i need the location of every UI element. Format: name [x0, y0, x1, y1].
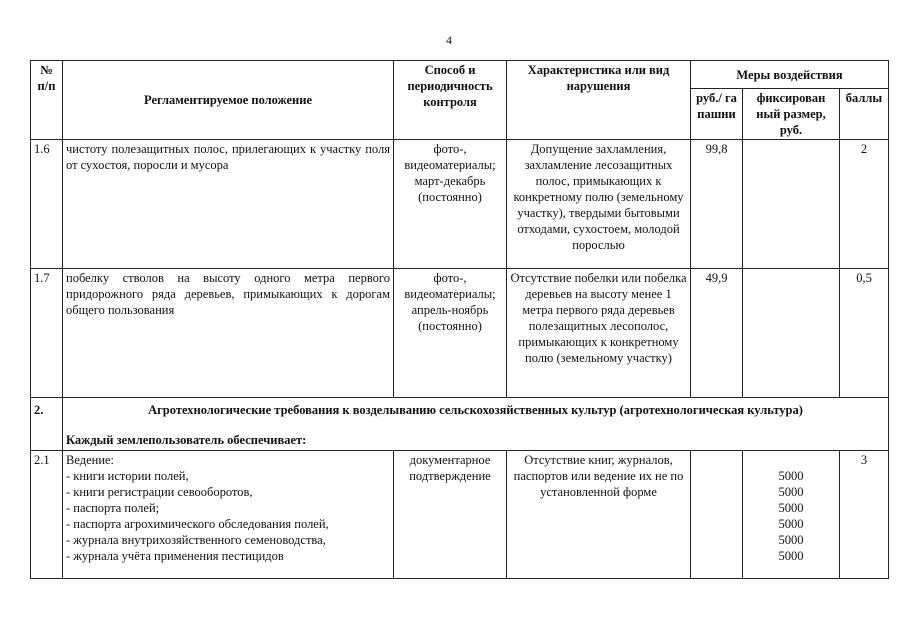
header-provision: Регламентируемое положение — [63, 61, 394, 140]
header-violation: Характеристика или вид нарушения — [507, 61, 691, 140]
row-number: 1.6 — [31, 140, 63, 269]
section-number: 2. — [31, 398, 63, 451]
row-points: 2 — [840, 140, 889, 269]
list-item: - журнала учёта применения пестицидов — [66, 549, 284, 563]
row-provision: чистоту полезащитных полос, прилегающих к участку поля от сухостоя, поросли и мусора — [63, 140, 394, 269]
row-method: фото-, видеоматериалы; март-декабрь (постоянно) — [394, 140, 507, 269]
row-provision: побелку стволов на высоту одного метра первого придорожного ряда деревьев, примыкающих к дорогам общего пользования — [63, 269, 394, 398]
list-item: Ведение: — [66, 453, 115, 467]
row-provision-list — [63, 451, 394, 579]
list-item: - журнала внутрихозяйственного семеноводства, — [66, 533, 326, 547]
section-subtitle: Каждый землепользователь обеспечивает: — [66, 433, 307, 447]
row-points: 0,5 — [840, 269, 889, 398]
section-title: Агротехнологические требования к возделыванию сельскохозяйственных культур (агротехнологическая культура) — [148, 403, 803, 417]
section-cell — [63, 398, 889, 451]
header-measures: Меры воздействия — [691, 61, 889, 89]
row-fixed — [743, 269, 840, 398]
row-number: 2.1 — [31, 451, 63, 579]
row-violation: Отсутствие книг, журналов, паспортов или ведение их не по установленной форме — [507, 451, 691, 579]
fixed-amount: 5000 — [778, 501, 804, 515]
row-violation: Отсутствие побелки или побелка деревьев на высоту менее 1 метра первого ряда деревьев полезащитных лесополос, примыкающих к конкретному полю (земельному участку) — [507, 269, 691, 398]
header-method: Способ и периодичность контроля — [394, 61, 507, 140]
list-item: - книги истории полей, — [66, 469, 189, 483]
row-rub-ha — [691, 451, 743, 579]
row-number: 1.7 — [31, 269, 63, 398]
row-points: 3 — [840, 451, 889, 579]
row-rub-ha: 99,8 — [691, 140, 743, 269]
list-item: - паспорта полей; — [66, 501, 160, 515]
header-fixed: фиксирован ный размер, руб. — [743, 89, 840, 140]
row-rub-ha: 49,9 — [691, 269, 743, 398]
section-row — [31, 398, 889, 451]
table-row-2-1 — [31, 451, 889, 579]
list-item: - книги регистрации севооборотов, — [66, 485, 253, 499]
fixed-amount: 5000 — [778, 485, 804, 499]
page-number: 4 — [446, 33, 452, 47]
fixed-amount: 5000 — [778, 517, 804, 531]
regulation-table — [30, 60, 889, 579]
row-method: фото-, видеоматериалы; апрель-ноябрь (постоянно) — [394, 269, 507, 398]
list-item: - паспорта агрохимического обследования полей, — [66, 517, 329, 531]
row-method: документарное подтверждение — [394, 451, 507, 579]
table-row-1-6 — [31, 140, 889, 269]
fixed-amount: 5000 — [778, 549, 804, 563]
table-row-1-7 — [31, 269, 889, 398]
fixed-amount: 5000 — [778, 533, 804, 547]
header-num: № п/п — [31, 61, 63, 140]
row-violation: Допущение захламления, захламление лесозащитных полос, примыкающих к конкретному полю (земельному участку), твердыми бытовыми отходами, сухостоем, молодой порослью — [507, 140, 691, 269]
header-rub-ha: руб./ га пашни — [691, 89, 743, 140]
row-fixed-list — [743, 451, 840, 579]
row-fixed — [743, 140, 840, 269]
header-points: баллы — [840, 89, 889, 140]
fixed-amount: 5000 — [778, 469, 804, 483]
